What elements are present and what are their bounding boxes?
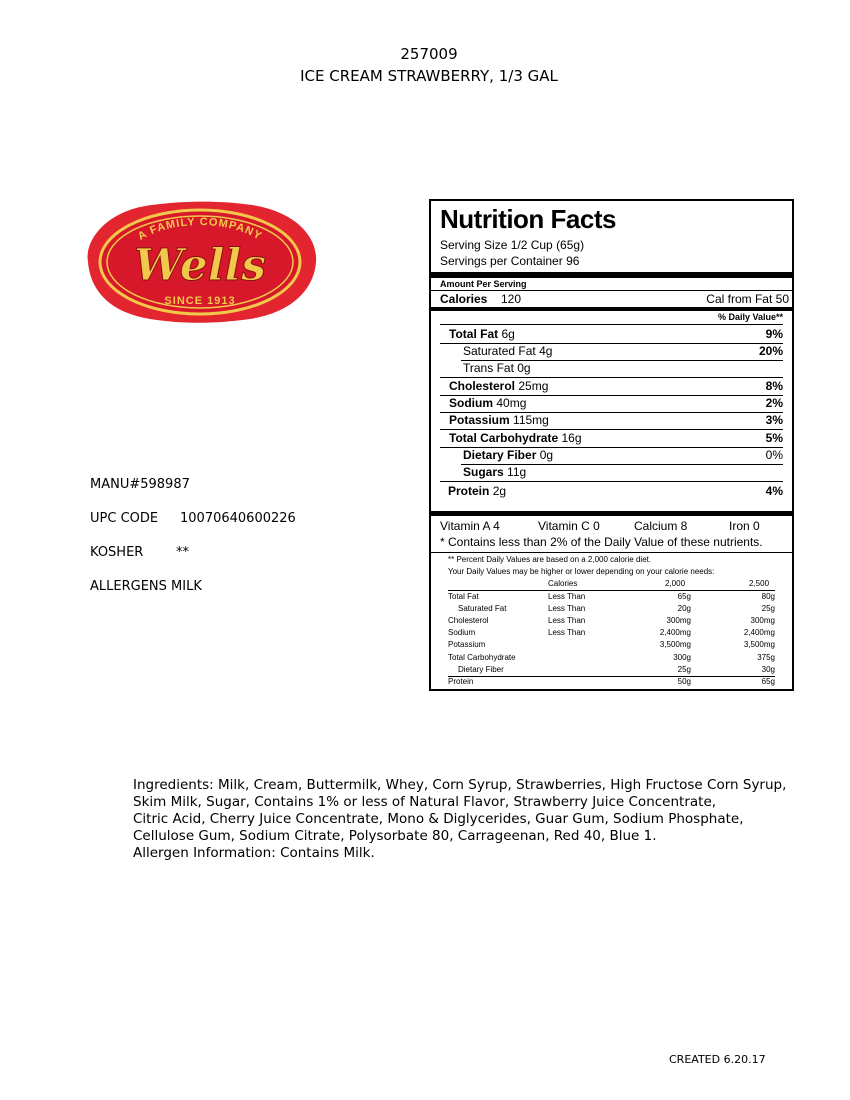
nutrient-amount: 25mg xyxy=(518,379,549,393)
nutrient-amount: 115mg xyxy=(513,413,549,427)
wells-logo xyxy=(82,200,318,324)
nutrient-label: Cholesterol xyxy=(449,379,516,393)
divider xyxy=(440,429,783,430)
nutrient-label: Saturated Fat xyxy=(463,344,536,358)
nutrient-dv: 8% xyxy=(765,379,783,393)
row-protein xyxy=(449,484,783,500)
nutrient-amount: 11g xyxy=(507,465,527,479)
logo-brand: Wells xyxy=(133,240,267,291)
nutrient-label: Dietary Fiber xyxy=(463,448,537,462)
ingredients-block xyxy=(133,777,793,862)
row-total-carbohydrate xyxy=(449,431,783,447)
nutrient-amount: 40mg xyxy=(496,396,527,410)
nutrient-dv: 20% xyxy=(758,344,783,358)
allergens-label: ALLERGENS MILK xyxy=(90,579,202,594)
ft-v1: 2,400mg xyxy=(659,628,691,637)
nutrient-dv: 0% xyxy=(765,448,783,462)
ft-qual: Less Than xyxy=(548,616,586,625)
calories-label: Calories xyxy=(440,292,488,306)
divider xyxy=(440,324,783,325)
divider-thick xyxy=(431,511,792,516)
ft-name: Saturated Fat xyxy=(458,604,507,613)
nutrition-facts-panel xyxy=(429,199,794,691)
upc-value: 10070640600226 xyxy=(180,511,296,526)
ft-name: Protein xyxy=(448,677,474,686)
upc-label: UPC CODE xyxy=(90,511,159,526)
nutrient-label: Sugars xyxy=(463,465,504,479)
ft-v2: 3,500mg xyxy=(743,640,775,649)
nutrient-label: Potassium xyxy=(449,413,510,427)
footnote-1: ** Percent Daily Values are based on a 2,000 calorie diet. xyxy=(448,555,652,564)
logo-arc-text: A FAMILY COMPANY xyxy=(135,216,265,243)
nutrient-amount: 6g xyxy=(501,327,515,341)
amount-per-serving: Amount Per Serving xyxy=(440,279,527,289)
nutrition-title: Nutrition Facts xyxy=(440,204,616,234)
serving-size: Serving Size 1/2 Cup (65g) xyxy=(440,238,585,252)
ft-name: Cholesterol xyxy=(448,616,489,625)
ft-v2: 300mg xyxy=(750,616,775,625)
daily-value-header: % Daily Value** xyxy=(717,312,783,322)
footnote-2500: 2,500 xyxy=(749,579,770,588)
calcium: Calcium 8 xyxy=(634,519,688,533)
row-cholesterol xyxy=(449,379,783,395)
ft-v1: 65g xyxy=(677,592,691,601)
footnote-calories: Calories xyxy=(548,579,578,588)
divider xyxy=(431,290,792,291)
ft-name: Potassium xyxy=(448,640,486,649)
ft-v2: 30g xyxy=(761,665,775,674)
nutrient-dv: 9% xyxy=(765,327,783,341)
ft-v1: 3,500mg xyxy=(659,640,691,649)
row-sodium xyxy=(449,396,783,412)
ft-qual: Less Than xyxy=(548,604,586,613)
ft-v1: 25g xyxy=(677,665,691,674)
ft-name: Total Fat xyxy=(448,592,479,601)
servings-per-container: Servings per Container 96 xyxy=(440,254,580,268)
divider-thick xyxy=(431,272,792,278)
nutrient-label: Total Carbohydrate xyxy=(449,431,559,445)
vitamin-c: Vitamin C 0 xyxy=(538,519,600,533)
calories-value: 120 xyxy=(501,292,522,306)
ingredients-line-2: Citric Acid, Cherry Juice Concentrate, Mono & Diglycerides, Guar Gum, Sodium Phosphate, Cellulose Gum, Sodium Citrate, Polysorbate 80, Carrageenan, Red 40, Blue 1. xyxy=(133,811,744,844)
ft-v2: 65g xyxy=(761,677,775,686)
nutrient-amount: 0g xyxy=(539,448,554,462)
footnote-2000: 2,000 xyxy=(665,579,686,588)
logo-since: SINCE 1913 xyxy=(164,295,236,307)
divider xyxy=(448,590,775,591)
ft-name: Total Carbohydrate xyxy=(448,653,516,662)
ft-v2: 375g xyxy=(757,653,775,662)
ft-v2: 2,400mg xyxy=(743,628,775,637)
ingredients-line-1: Ingredients: Milk, Cream, Buttermilk, Whey, Corn Syrup, Strawberries, High Fructose Corn Syrup, Skim Milk, Sugar, Contains 1% or less of Natural Flavor, Strawberry Juice Concentrate, xyxy=(133,777,787,810)
kosher-label: KOSHER xyxy=(90,545,144,560)
nutrient-dv: 3% xyxy=(765,413,783,427)
vitamin-a: Vitamin A 4 xyxy=(440,519,500,533)
nutrient-dv: 2% xyxy=(765,396,783,410)
nutrient-label: Protein xyxy=(448,484,490,498)
divider xyxy=(448,676,775,677)
less-than-note: * Contains less than 2% of the Daily Value of these nutrients. xyxy=(440,535,763,549)
divider xyxy=(431,552,792,553)
nutrient-amount: 0g xyxy=(517,361,531,375)
row-trans-fat xyxy=(449,361,783,377)
ft-v2: 80g xyxy=(761,592,775,601)
ft-qual: Less Than xyxy=(548,628,586,637)
created-date: CREATED 6.20.17 xyxy=(669,1053,766,1066)
ft-v1: 300mg xyxy=(666,616,691,625)
ft-v1: 20g xyxy=(677,604,691,613)
allergen-information: Allergen Information: Contains Milk. xyxy=(133,845,375,861)
nutrient-dv: 5% xyxy=(765,431,783,445)
divider xyxy=(440,481,783,482)
nutrient-amount: 16g xyxy=(561,431,582,445)
footnote-2: Your Daily Values may be higher or lower depending on your calorie needs: xyxy=(448,567,715,576)
item-name: ICE CREAM STRAWBERRY, 1/3 GAL xyxy=(300,67,558,85)
nutrient-label: Sodium xyxy=(449,396,493,410)
ft-v2: 25g xyxy=(761,604,775,613)
divider-medium xyxy=(431,307,792,311)
ft-qual: Less Than xyxy=(548,592,586,601)
divider xyxy=(440,377,783,378)
row-total-fat xyxy=(449,327,783,343)
nutrient-amount: 4g xyxy=(539,344,553,358)
ft-name: Dietary Fiber xyxy=(458,665,504,674)
row-sugars xyxy=(449,465,783,481)
cal-from-fat: Cal from Fat 50 xyxy=(706,292,789,306)
manu-number: MANU#598987 xyxy=(90,477,190,492)
item-code: 257009 xyxy=(400,45,458,63)
nutrient-label: Total Fat xyxy=(449,327,499,341)
nutrient-amount: 2g xyxy=(492,484,507,498)
ft-v1: 300g xyxy=(673,653,691,662)
kosher-value: ** xyxy=(176,545,189,560)
iron: Iron 0 xyxy=(729,519,760,533)
row-potassium xyxy=(449,413,783,429)
row-dietary-fiber xyxy=(449,448,783,464)
ft-v1: 50g xyxy=(677,677,691,686)
ft-name: Sodium xyxy=(448,628,476,637)
nutrient-dv: 4% xyxy=(765,484,783,498)
row-saturated-fat xyxy=(449,344,783,360)
nutrient-label: Trans Fat xyxy=(463,361,514,375)
